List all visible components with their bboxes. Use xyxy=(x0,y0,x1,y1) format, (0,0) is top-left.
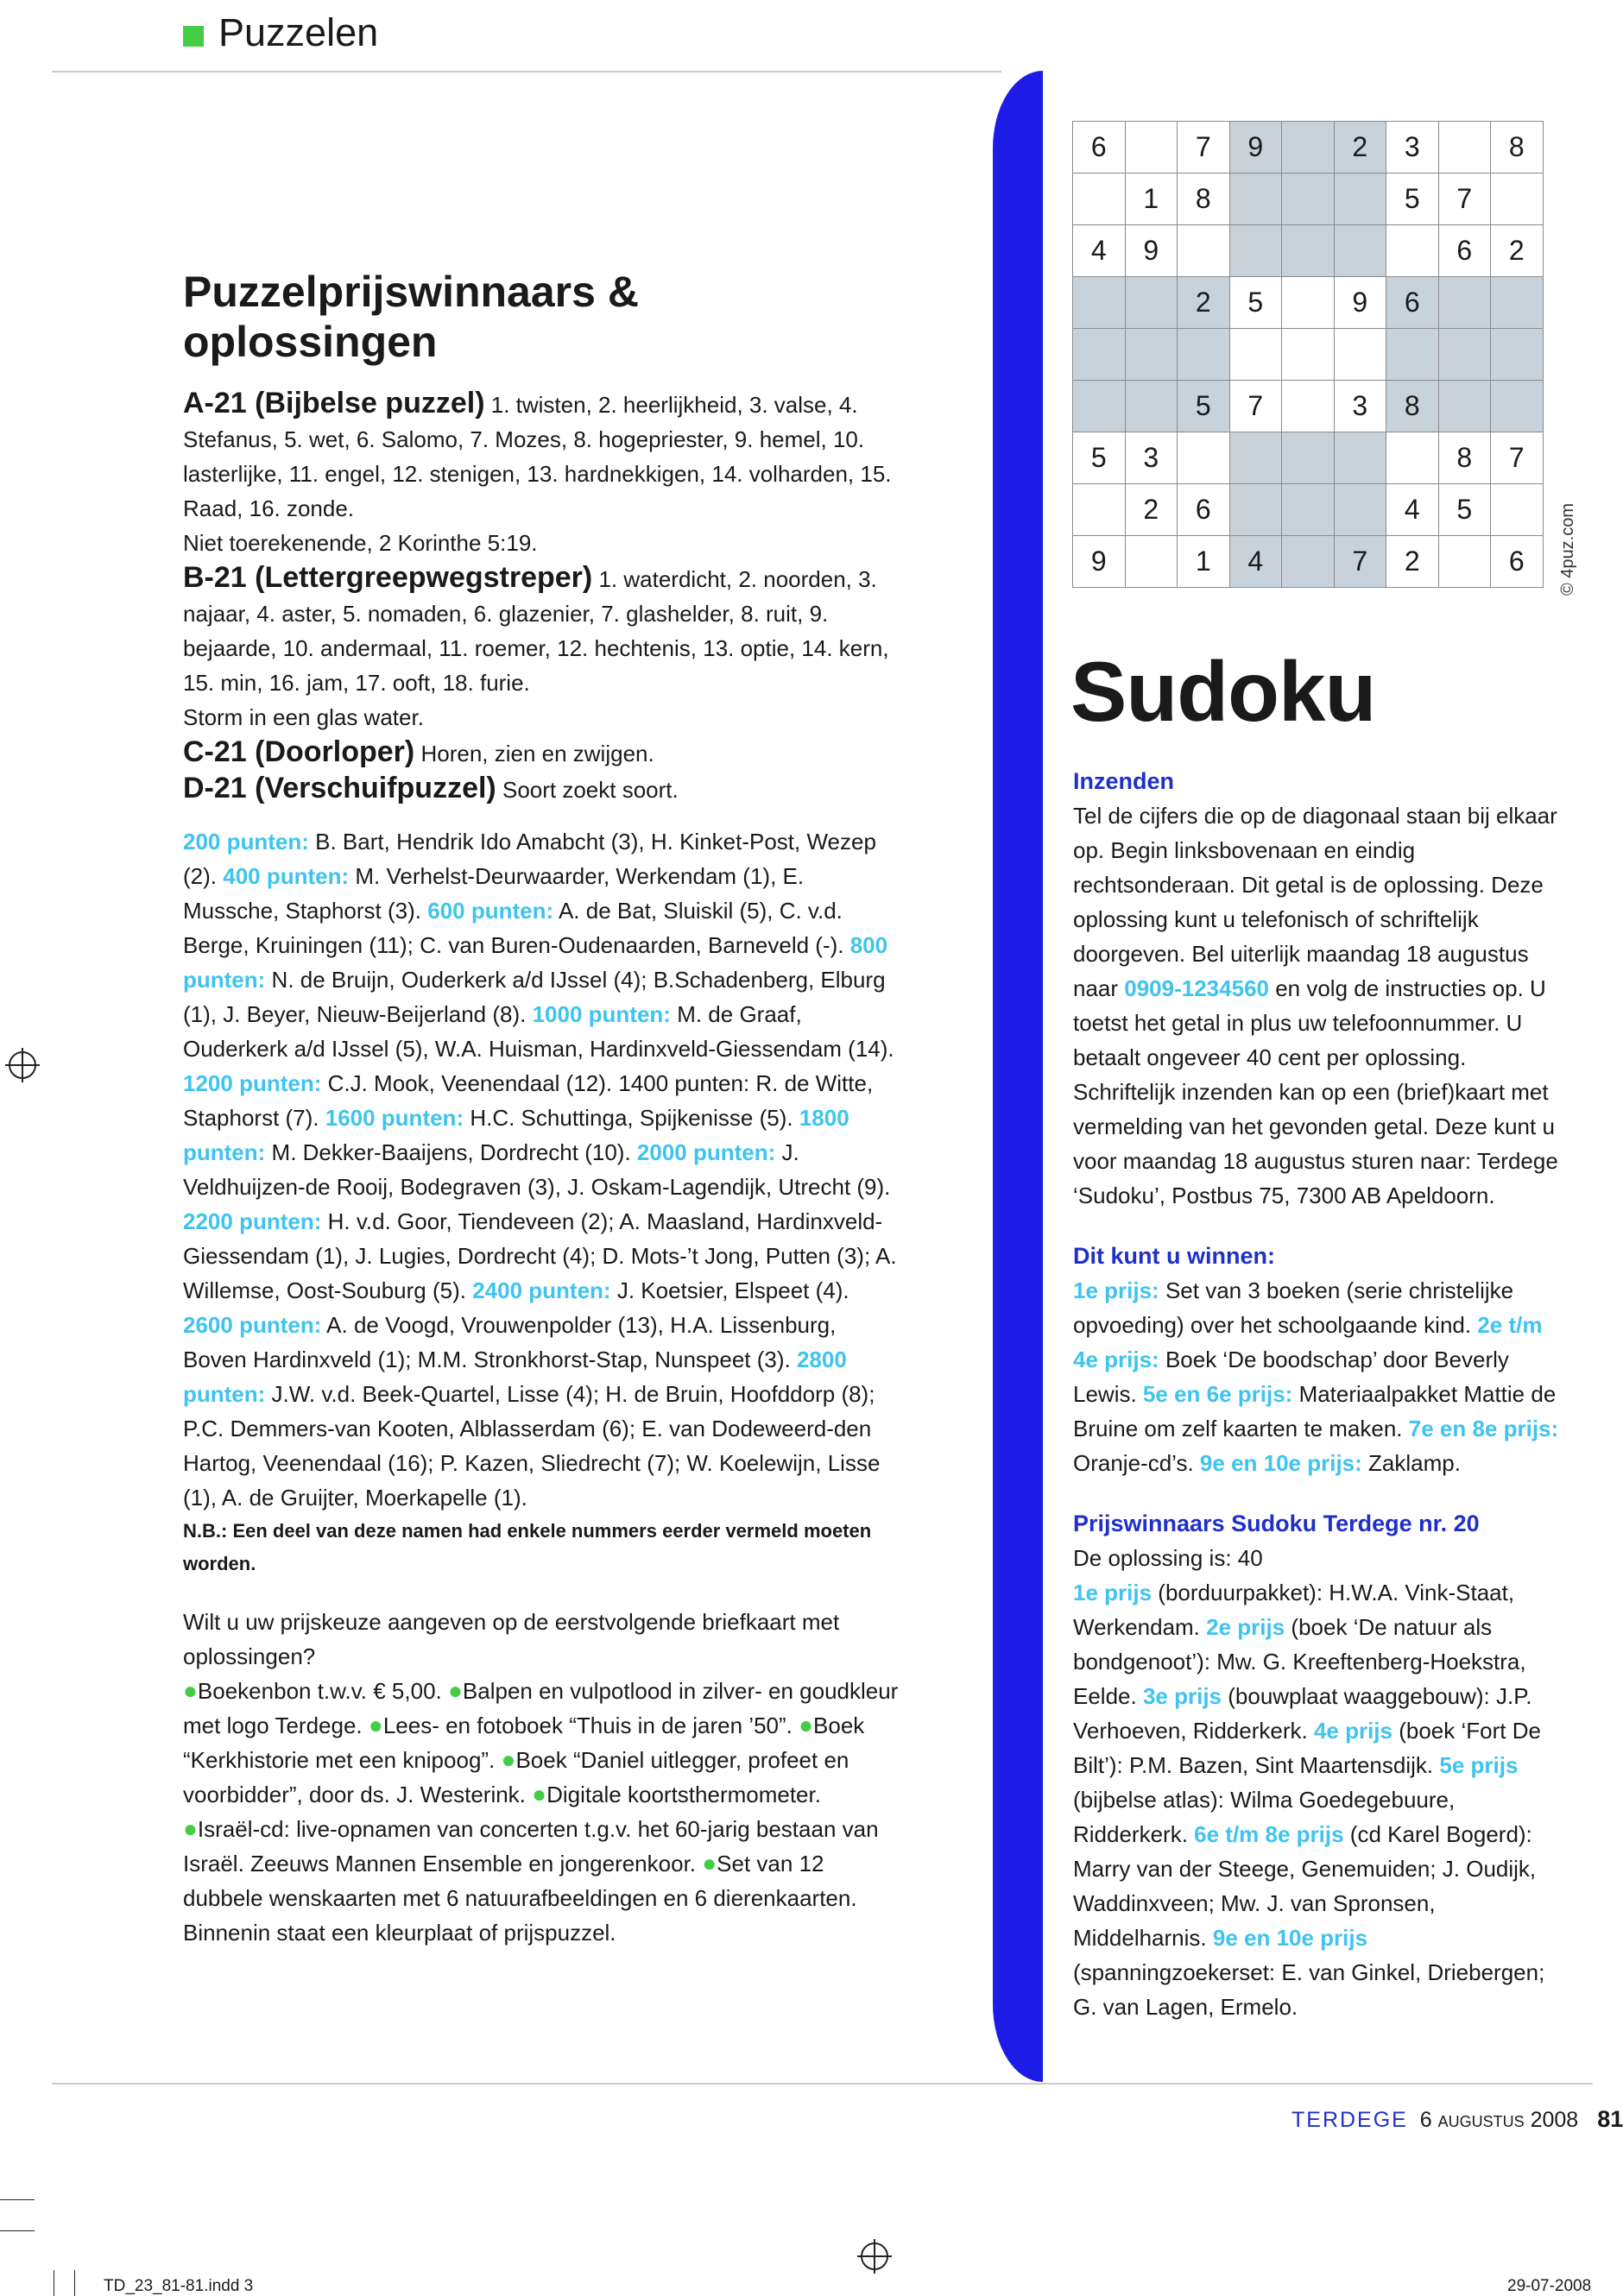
sudoku-cell xyxy=(1073,381,1126,432)
sudoku-cell xyxy=(1073,277,1126,329)
winner-text: (boek ‘Fort De Bilt’): P.M. Bazen, Sint Maartensdijk. xyxy=(1073,1718,1541,1778)
prize-intro: Wilt u uw prijskeuze aangeven op de eerstvolgende briefkaart met oplossingen? xyxy=(183,1609,840,1669)
winner-names: J.W. v.d. Beek-Quartel, Lisse (4); H. de Bruin, Hoofddorp (8); P.C. Demmers-van Kooten, Alblasserdam (6); E. van Dodeweerd-den Hartog, Veenendaal (16); P. Kazen, Sliedrecht (7); W. Koelewijn, Lisse (1), A. de Gruijter, Moerkapelle (1). xyxy=(183,1381,881,1511)
prize-option: Boek “Daniel uitlegger, profeet en voorbidder”, door ds. J. Westerink. xyxy=(183,1747,849,1807)
winner-names: A. de Bat, Sluiskil (5), C. v.d. Berge, Kruiningen (11); C. van Buren-Oudenaarden, Barneveld (-). xyxy=(183,898,850,958)
winner-text: (bijbelse atlas): Wilma Goedegebuure, Ridderkerk. xyxy=(1073,1787,1456,1847)
sudoku-cell xyxy=(1438,277,1491,329)
prize-option: Boekenbon t.w.v. € 5,00. xyxy=(197,1678,442,1704)
solution-code: A-21 (Bijbelse puzzel) xyxy=(183,387,485,419)
right-column xyxy=(1073,764,1565,2024)
sudoku-title: Sudoku xyxy=(1070,644,1376,739)
crop-mark xyxy=(0,2230,35,2231)
section-title: Puzzelen xyxy=(218,10,379,54)
issue-date: 6 augustus 2008 xyxy=(1419,2108,1579,2132)
sudoku-cell xyxy=(1491,484,1544,536)
sudoku-cell: 7 xyxy=(1438,173,1491,225)
sudoku-cell: 2 xyxy=(1386,536,1439,588)
blue-column-bar xyxy=(993,71,1043,2082)
solution-text: 1. waterdicht, 2. noorden, 3. najaar, 4. aster, 5. nomaden, 6. glazenier, 7. glashelder, 8. ruit, 9. bejaarde, 10. andermaal, 11. roemer, 12. hechtenis, 13. optie, 14. kern, 15. min, 16. jam, 17. ooft, 18. furie. xyxy=(183,566,889,696)
sudoku-cell: 6 xyxy=(1386,277,1439,329)
winner-names: H.C. Schuttinga, Spijkenisse (5). xyxy=(464,1105,799,1131)
sudoku-cell: 5 xyxy=(1073,432,1126,484)
winner-names: J. Veldhuijzen-de Rooij, Bodegraven (3), J. Oskam-Lagendijk, Utrecht (9). xyxy=(183,1139,891,1200)
prize-text: Materiaalpakket Mattie de Bruine om zelf kaarten te maken. xyxy=(1073,1381,1557,1441)
sudoku-cell: 5 xyxy=(1386,173,1439,225)
sudoku-row xyxy=(1073,225,1544,277)
sudoku-cell xyxy=(1334,173,1386,225)
win-heading: Dit kunt u winnen: xyxy=(1073,1243,1275,1269)
bullet-icon: ● xyxy=(183,1677,198,1704)
prize-text: Boek ‘De boodschap’ door Beverly Lewis. xyxy=(1073,1347,1509,1407)
prize-option: Set van 12 dubbele wenskaarten met 6 natuurafbeeldingen en 6 dierenkaarten. Binnenin staat een kleurplaat of prijspuzzel. xyxy=(183,1851,857,1946)
sudoku-cell xyxy=(1334,225,1386,277)
sudoku-cell xyxy=(1491,381,1544,432)
points-label: 400 punten: xyxy=(223,863,350,889)
sudoku-cell: 8 xyxy=(1386,381,1439,432)
solution-answer: Storm in een glas water. xyxy=(183,704,424,730)
sudoku-cell: 4 xyxy=(1073,225,1126,277)
solutions-list xyxy=(183,386,900,807)
sudoku-cell xyxy=(1438,329,1491,381)
sudoku-cell: 9 xyxy=(1334,277,1386,329)
sudoku-cell xyxy=(1334,484,1386,536)
sudoku-cell xyxy=(1282,329,1335,381)
sudoku-cell: 5 xyxy=(1178,381,1230,432)
bullet-icon: ● xyxy=(447,1677,463,1704)
sudoku-cell xyxy=(1282,484,1335,536)
crop-mark xyxy=(74,2270,75,2296)
sudoku-cell xyxy=(1386,329,1439,381)
prize-text: Oranje-cd’s. xyxy=(1073,1450,1200,1476)
credit-text: © 4puz.com xyxy=(1558,502,1577,596)
sudoku-cell xyxy=(1282,536,1335,588)
sudoku-cell xyxy=(1229,329,1282,381)
winner-text: (bouwplaat waaggebouw): J.P. Verhoeven, Ridderkerk. xyxy=(1073,1683,1532,1744)
points-label: 2600 punten: xyxy=(183,1312,322,1338)
bullet-icon: ● xyxy=(702,1850,717,1877)
sudoku-cell xyxy=(1438,122,1491,173)
sudoku-cell: 4 xyxy=(1229,536,1282,588)
solution-text: Horen, zien en zwijgen. xyxy=(414,741,654,766)
prize-label: 5e prijs xyxy=(1439,1752,1519,1778)
left-column xyxy=(183,268,900,1950)
sudoku-cell: 8 xyxy=(1491,122,1544,173)
bottom-rule xyxy=(52,2083,1593,2085)
prize-label: 1e prijs xyxy=(1073,1580,1153,1605)
sudoku-cell xyxy=(1282,225,1335,277)
sudoku-cell xyxy=(1334,329,1386,381)
win-list xyxy=(1073,1273,1565,1480)
sudoku-row xyxy=(1073,329,1544,381)
sudoku-cell: 9 xyxy=(1125,225,1178,277)
solution-entry xyxy=(183,771,900,807)
sudoku-cell: 2 xyxy=(1125,484,1178,536)
winner-names: H. v.d. Goor, Tiendeveen (2); A. Maasland, Hardinxveld-Giessendam (1), J. Lugies, Dordrecht (4); D. Mots-’t Jong, Putten (3); A. Willemse, Oost-Souburg (5). xyxy=(183,1208,897,1303)
sudoku-cell: 2 xyxy=(1491,225,1544,277)
sudoku-cell: 6 xyxy=(1178,484,1230,536)
sudoku-cell xyxy=(1229,225,1282,277)
sudoku-row xyxy=(1073,536,1544,588)
prize-text: Set van 3 boeken (serie christelijke opvoeding) over het schoolgaande kind. xyxy=(1073,1277,1514,1338)
winner-names: N. de Bruijn, Ouderkerk a/d IJssel (4); B.Schadenberg, Elburg (1), J. Beyer, Nieuw-Beijerland (8). xyxy=(183,967,886,1027)
sudoku-cell xyxy=(1178,329,1230,381)
sudoku-cell: 2 xyxy=(1334,122,1386,173)
winners-heading: Prijswinnaars Sudoku Terdege nr. 20 xyxy=(1073,1511,1480,1536)
inzenden-heading: Inzenden xyxy=(1073,768,1175,794)
points-label: 2800 punten: xyxy=(183,1347,847,1407)
winner-names: B. Bart, Hendrik Ido Amabcht (3), H. Kinket-Post, Wezep (2). xyxy=(183,829,876,889)
bullet-icon: ● xyxy=(368,1712,383,1738)
sudoku-cell xyxy=(1073,173,1126,225)
section-marker xyxy=(183,26,204,47)
solution-text: 1. twisten, 2. heerlijkheid, 3. valse, 4. Stefanus, 5. wet, 6. Salomo, 7. Mozes, 8. hogepriester, 9. hemel, 10. lasterlijke, 11. engel, 12. stenigen, 13. hardnekkigen, 14. volharden, 15. Raad, 16. zonde. xyxy=(183,392,892,521)
solution-text: Soort zoekt soort. xyxy=(496,777,679,803)
sudoku-row xyxy=(1073,173,1544,225)
bullet-icon: ● xyxy=(799,1712,814,1738)
sudoku-cell: 7 xyxy=(1491,432,1544,484)
sudoku-cell: 7 xyxy=(1229,381,1282,432)
phone-number: 0909-1234560 xyxy=(1124,975,1269,1001)
solution-entry xyxy=(183,735,900,771)
sudoku-cell: 7 xyxy=(1178,122,1230,173)
sudoku-row xyxy=(1073,122,1544,173)
sudoku-cell: 5 xyxy=(1229,277,1282,329)
sudoku-cell xyxy=(1073,329,1126,381)
winner-names: M. Verhelst-Deurwaarder, Werkendam (1), E. Mussche, Staphorst (3). xyxy=(183,863,805,924)
sudoku-cell: 6 xyxy=(1438,225,1491,277)
sudoku-row xyxy=(1073,381,1544,432)
sudoku-cell xyxy=(1491,329,1544,381)
solution-code: C-21 (Doorloper) xyxy=(183,735,415,768)
slug-filename: TD_23_81-81.indd 3 xyxy=(104,2277,254,2295)
sudoku-cell: 5 xyxy=(1438,484,1491,536)
solution-answer: Niet toerekenende, 2 Korinthe 5:19. xyxy=(183,530,538,556)
sudoku-cell xyxy=(1178,432,1230,484)
sudoku-cell xyxy=(1386,225,1439,277)
sudoku-cell: 4 xyxy=(1386,484,1439,536)
page-number: 81 xyxy=(1597,2106,1623,2132)
sudoku-row xyxy=(1073,484,1544,536)
prize-label: 2e prijs xyxy=(1206,1614,1285,1640)
prize-label: 9e en 10e prijs xyxy=(1212,1925,1368,1951)
solution-code: D-21 (Verschuifpuzzel) xyxy=(183,772,496,804)
sudoku-grid xyxy=(1072,121,1544,588)
sudoku-cell xyxy=(1334,432,1386,484)
sudoku-cell: 8 xyxy=(1438,432,1491,484)
top-rule xyxy=(52,71,1001,73)
sudoku-cell xyxy=(1386,432,1439,484)
winner-text: (borduurpakket): H.W.A. Vink-Staat, Werkendam. xyxy=(1073,1580,1515,1640)
page-footer xyxy=(1291,2106,1623,2133)
prize-option: Digitale koortsthermometer. xyxy=(546,1782,821,1807)
prize-label: 4e prijs xyxy=(1313,1718,1392,1744)
points-label: 2400 punten: xyxy=(472,1277,611,1303)
prize-label: 1e prijs: xyxy=(1073,1277,1159,1303)
inzenden-text: Tel de cijfers die op de diagonaal staan bij elkaar op. Begin linksbovenaan en eindig rechtsonderaan. Dit getal is de oplossing. Deze oplossing kunt u telefonisch of schriftelijk doorgeven. Bel uiterlijk maandag 18 augustus naar 0909-1234560 en volg de instructies op. U toetst het getal in plus uw telefoonnummer. U betaalt ongeveer 40 cent per oplossing. Schriftelijk inzenden kan op een (brief)kaart met vermelding van het gevonden getal. Deze kunt u voor maandag 18 augustus sturen naar: Terdege ‘Sudoku’, Postbus 75, 7300 AB Apeldoorn. xyxy=(1073,803,1558,1208)
prize-text: Zaklamp. xyxy=(1361,1450,1461,1476)
sudoku-cell xyxy=(1229,484,1282,536)
note: N.B.: Een deel van deze namen had enkele nummers eerder vermeld moeten worden. xyxy=(183,1520,872,1574)
points-label: 1800 punten: xyxy=(183,1105,849,1165)
sudoku-cell: 9 xyxy=(1073,536,1126,588)
winner-text: (spanningzoekerset: E. van Ginkel, Driebergen; G. van Lagen, Ermelo. xyxy=(1073,1959,1545,2020)
prize-label: 7e en 8e prijs: xyxy=(1408,1416,1559,1441)
sudoku-cell: 7 xyxy=(1334,536,1386,588)
sudoku-cell xyxy=(1125,122,1178,173)
prize-label: 9e en 10e prijs: xyxy=(1199,1450,1362,1476)
sudoku-cell: 6 xyxy=(1491,536,1544,588)
prize-label: 2e t/m 4e prijs: xyxy=(1073,1312,1543,1372)
sudoku-cell: 1 xyxy=(1125,173,1178,225)
points-label: 1600 punten: xyxy=(325,1105,464,1131)
sudoku-cell: 8 xyxy=(1178,173,1230,225)
sudoku-cell: 3 xyxy=(1334,381,1386,432)
slug-date: 29-07-2008 xyxy=(1507,2277,1592,2295)
sudoku-cell: 9 xyxy=(1229,122,1282,173)
points-label: 600 punten: xyxy=(427,898,554,924)
sudoku-cell xyxy=(1282,173,1335,225)
sudoku-cell xyxy=(1229,173,1282,225)
bullet-icon: ● xyxy=(501,1746,516,1773)
points-label: 2000 punten: xyxy=(636,1139,776,1165)
puzzle-winners xyxy=(183,824,900,1515)
sudoku-cell: 2 xyxy=(1178,277,1230,329)
sudoku-cell xyxy=(1073,484,1126,536)
crop-mark xyxy=(0,2199,35,2200)
sudoku-row xyxy=(1073,277,1544,329)
solution-entry xyxy=(183,386,900,526)
sudoku-cell xyxy=(1282,381,1335,432)
winner-names: M. Dekker-Baaijens, Dordrecht (10). xyxy=(265,1139,637,1165)
sudoku-winners xyxy=(1073,1575,1565,2024)
winner-text: (cd Karel Bogerd): Marry van der Steege, Genemuiden; J. Oudijk, Waddinxveen; Mw. J. van Spronsen, Middelharnis. xyxy=(1073,1821,1537,1951)
sudoku-cell xyxy=(1125,536,1178,588)
prize-options xyxy=(183,1674,900,1950)
points-label: 2200 punten: xyxy=(183,1208,322,1234)
prize-option: Balpen en vulpotlood in zilver- en goudkleur met logo Terdege. xyxy=(183,1678,899,1738)
sudoku-cell xyxy=(1282,277,1335,329)
sudoku-cell: 3 xyxy=(1386,122,1439,173)
points-label: 1200 punten: xyxy=(183,1070,322,1096)
page-heading: Puzzelprijswinnaars & oplossingen xyxy=(183,268,639,366)
sudoku-cell xyxy=(1282,432,1335,484)
winner-names: C.J. Mook, Veenendaal (12). 1400 punten: R. de Witte, Staphorst (7). xyxy=(183,1070,874,1131)
prize-label: 3e prijs xyxy=(1142,1683,1222,1709)
sudoku-row xyxy=(1073,432,1544,484)
sudoku-cell xyxy=(1229,432,1282,484)
prize-option: Lees- en fotoboek “Thuis in de jaren ’50”. xyxy=(382,1713,793,1738)
sudoku-cell xyxy=(1491,277,1544,329)
registration-mark-icon xyxy=(861,2242,888,2270)
bullet-icon: ● xyxy=(183,1815,198,1842)
sudoku-cell: 1 xyxy=(1178,536,1230,588)
bullet-icon: ● xyxy=(532,1781,547,1807)
prize-label: 5e en 6e prijs: xyxy=(1142,1381,1293,1407)
sudoku-cell xyxy=(1438,381,1491,432)
sudoku-cell xyxy=(1125,381,1178,432)
sudoku-cell xyxy=(1125,277,1178,329)
solution-code: B-21 (Lettergreepwegstreper) xyxy=(183,561,593,594)
sudoku-cell xyxy=(1178,225,1230,277)
winner-text: (boek ‘De natuur als bondgenoot’): Mw. G. Kreeftenberg-Hoekstra, Eelde. xyxy=(1073,1614,1526,1709)
prize-option: Boek “Kerkhistorie met een knipoog”. xyxy=(183,1713,865,1773)
winner-names: J. Koetsier, Elspeet (4). xyxy=(610,1277,849,1303)
sudoku-cell xyxy=(1282,122,1335,173)
sudoku-cell: 3 xyxy=(1125,432,1178,484)
publication-name: TERDEGE xyxy=(1291,2108,1408,2132)
sudoku-cell xyxy=(1125,329,1178,381)
winner-names: A. de Voogd, Vrouwenpolder (13), H.A. Lissenburg, Boven Hardinxveld (1); M.M. Stronkhorst-Stap, Nunspeet (3). xyxy=(183,1312,837,1372)
sudoku-cell: 6 xyxy=(1073,122,1126,173)
sudoku-cell xyxy=(1438,536,1491,588)
solution-line: De oplossing is: 40 xyxy=(1073,1545,1263,1571)
points-label: 200 punten: xyxy=(183,829,309,855)
winner-names: M. de Graaf, Ouderkerk a/d IJssel (5), W.A. Huisman, Hardinxveld-Giessendam (14). xyxy=(183,1001,894,1062)
prize-label: 6e t/m 8e prijs xyxy=(1194,1821,1344,1847)
registration-mark-icon xyxy=(9,1051,36,1079)
solution-entry xyxy=(183,560,900,700)
sudoku-cell xyxy=(1491,173,1544,225)
prize-option: Israël-cd: live-opnamen van concerten t.g.v. het 60-jarig bestaan van Israël. Zeeuws Mannen Ensemble en jongerenkoor. xyxy=(183,1816,879,1877)
points-label: 800 punten: xyxy=(183,932,888,993)
points-label: 1000 punten: xyxy=(532,1001,671,1027)
